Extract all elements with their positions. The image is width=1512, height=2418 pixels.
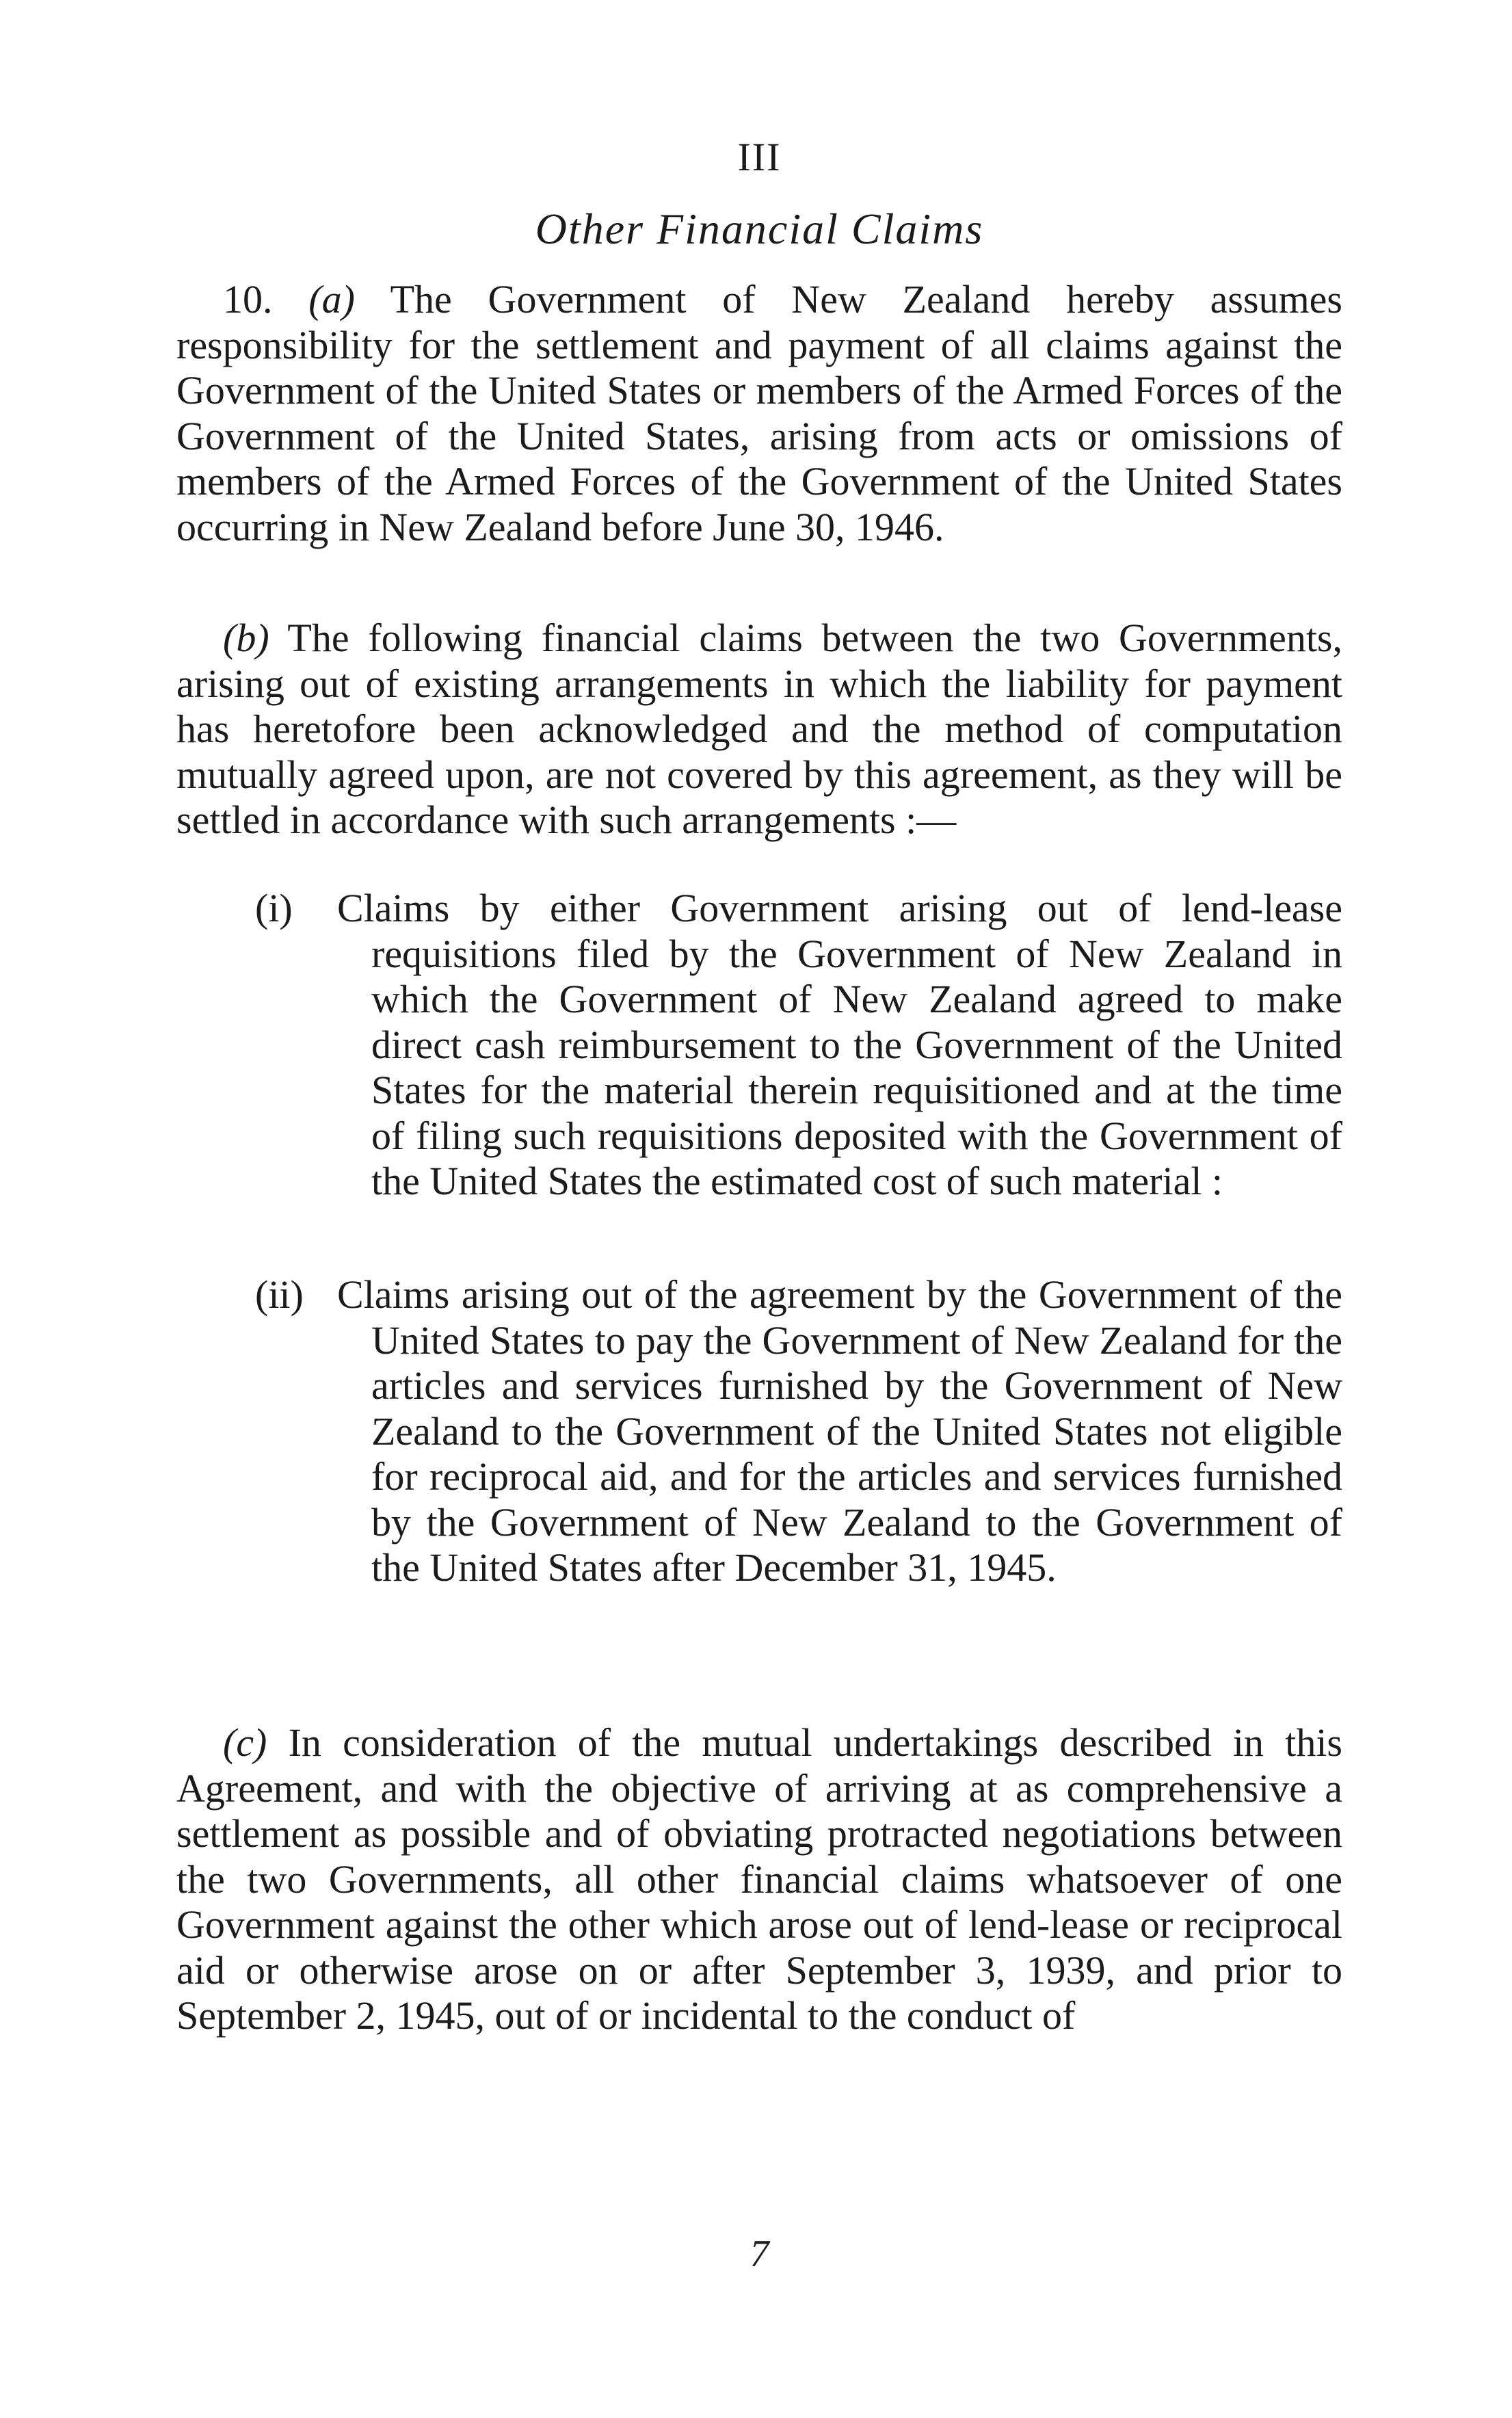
section-title: Other Financial Claims xyxy=(535,205,984,253)
paragraph-number: 10. xyxy=(223,277,273,321)
list-item-ii xyxy=(255,1272,1342,1591)
paragraph-10b xyxy=(176,616,1342,843)
paragraph-label-b: (b) xyxy=(223,616,269,660)
paragraph-label-a: (a) xyxy=(308,277,355,321)
list-item-number: (i) xyxy=(255,886,293,930)
paragraph-10c xyxy=(176,1720,1342,2039)
paragraph-text-c: In consideration of the mutual undertakings described in this Agreement, and with the objective of arriving at as comprehensive a settlement as possible and of obviating protracted negotiations between the two Governments, all other financial claims whatsoever of one Government against the other which arose out of lend-lease or reciprocal aid or otherwise arose on or after September 3, 1939, and prior to September 2, 1945, out of or incidental to the conduct of xyxy=(176,1720,1343,2038)
paragraph-10a xyxy=(176,277,1342,550)
paragraph-text-a: The Government of New Zealand hereby assumes responsibility for the settlement and payment of all claims against the Government of the United States or members of the Armed Forces of the Government of the United States, arising from acts or omissions of members of the Armed Forces of the Government of the United States occurring in New Zealand before June 30, 1946. xyxy=(176,277,1342,549)
paragraph-label-c: (c) xyxy=(223,1720,267,1765)
list-item-i xyxy=(255,886,1342,1205)
list-item-number: (ii) xyxy=(255,1272,304,1317)
paragraph-text-b: The following financial claims between the two Governments, arising out of existing arrangements in which the liability for payment has heretofore been acknowledged and the method of computation mutually agreed upon, are not covered by this agreement, as they will be settled in accordance with such arrangements :— xyxy=(176,616,1343,842)
list-item-text: Claims arising out of the agreement by the Government of the United States to pay the Government of New Zealand for the articles and services furnished by the Government of New Zealand to the Government of the United States not eligible for reciprocal aid, and for the articles and services furnished by the Government of New Zealand to the Government of the United States after December 31, 1945. xyxy=(337,1272,1342,1590)
section-number: III xyxy=(737,135,782,179)
page-number: 7 xyxy=(750,2233,769,2275)
list-item-text: Claims by either Government arising out of lend-lease requisitions filed by the Government of New Zealand in which the Government of New Zealand agreed to make direct cash reimbursement to the Government of the United States for the material therein requisitioned and at the time of filing such requisitions deposited with the Government of the United States the estimated cost of such material : xyxy=(337,886,1342,1203)
